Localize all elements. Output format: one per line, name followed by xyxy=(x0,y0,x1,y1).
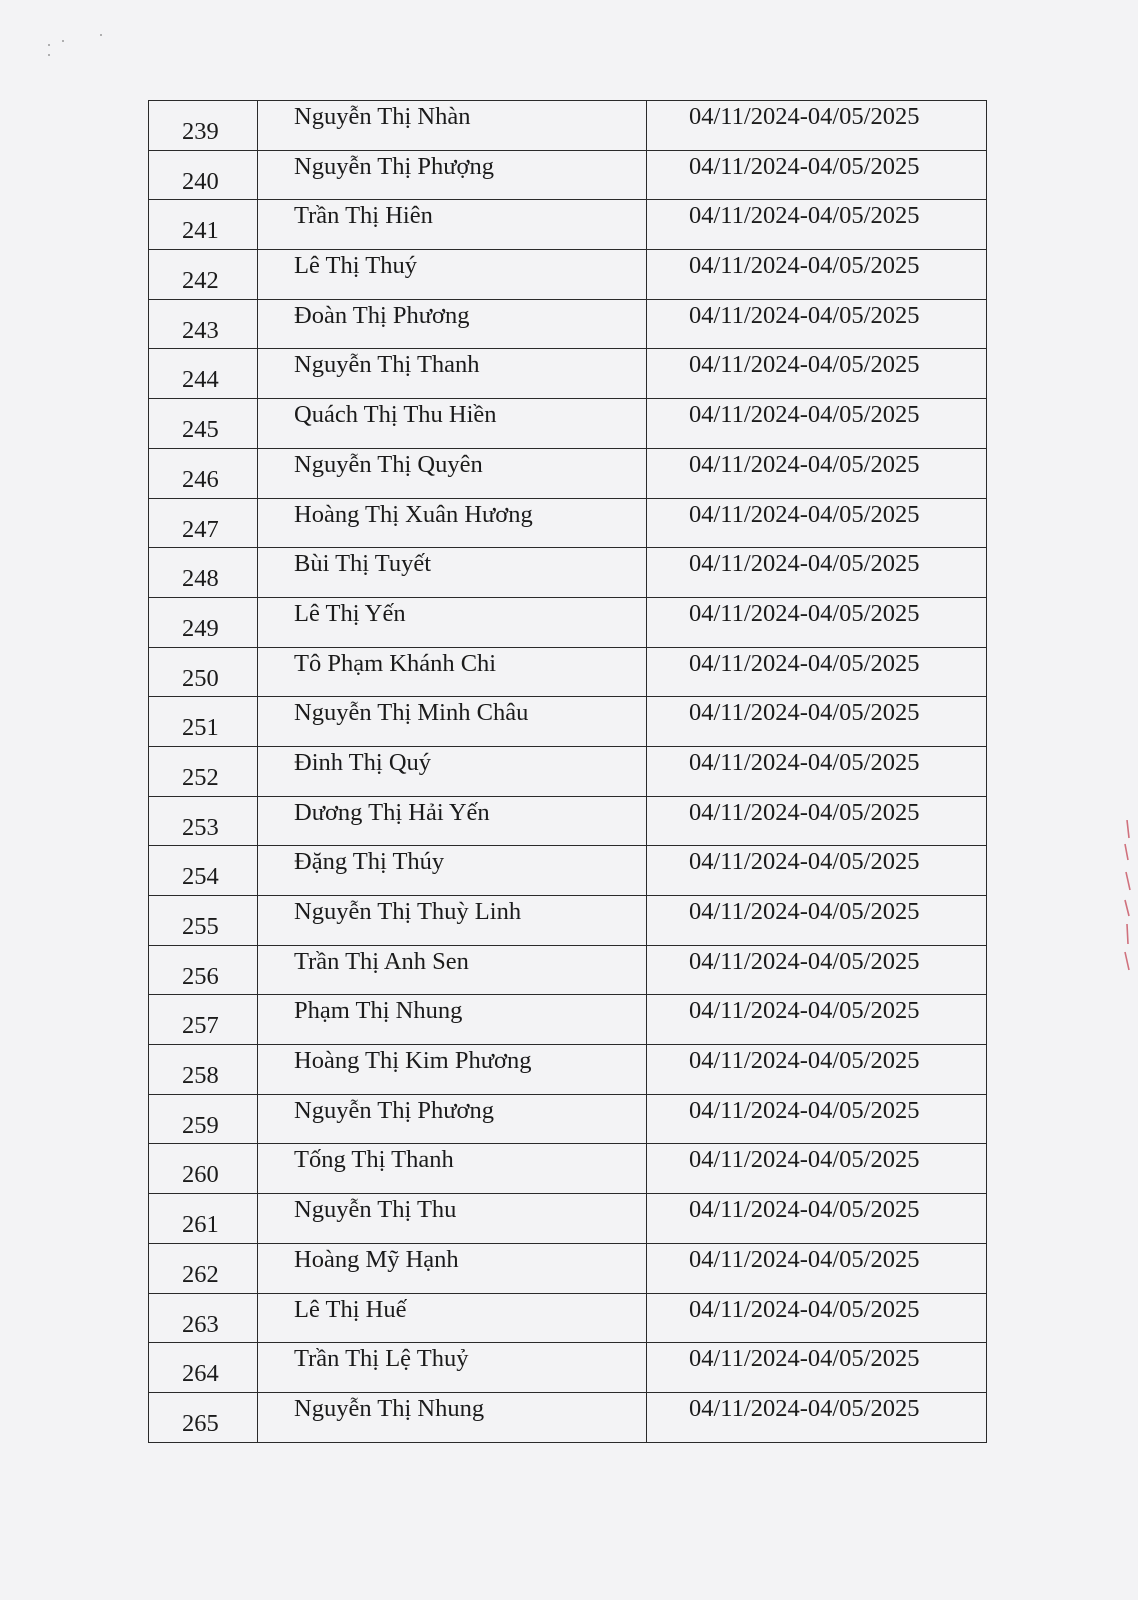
person-name-cell: Tô Phạm Khánh Chi xyxy=(258,647,647,697)
date-range-cell: 04/11/2024-04/05/2025 xyxy=(647,1293,987,1343)
date-range-cell: 04/11/2024-04/05/2025 xyxy=(647,1243,987,1293)
table-row xyxy=(149,1293,987,1343)
scan-speck xyxy=(48,54,50,56)
date-range-cell: 04/11/2024-04/05/2025 xyxy=(647,548,987,598)
table-row xyxy=(149,200,987,250)
date-range-cell: 04/11/2024-04/05/2025 xyxy=(647,647,987,697)
roster-body xyxy=(149,101,987,1443)
row-number-cell: 253 xyxy=(149,796,258,846)
person-name-cell: Nguyễn Thị Minh Châu xyxy=(258,697,647,747)
table-row xyxy=(149,399,987,449)
table-row xyxy=(149,1045,987,1095)
person-name-cell: Nguyễn Thị Thanh xyxy=(258,349,647,399)
date-range-cell: 04/11/2024-04/05/2025 xyxy=(647,1094,987,1144)
date-range-cell: 04/11/2024-04/05/2025 xyxy=(647,448,987,498)
person-name-cell: Hoàng Thị Xuân Hương xyxy=(258,498,647,548)
date-range-cell: 04/11/2024-04/05/2025 xyxy=(647,846,987,896)
row-number-cell: 244 xyxy=(149,349,258,399)
row-number-cell: 243 xyxy=(149,299,258,349)
row-number-cell: 251 xyxy=(149,697,258,747)
table-row xyxy=(149,101,987,151)
table-row xyxy=(149,548,987,598)
person-name-cell: Lê Thị Huế xyxy=(258,1293,647,1343)
scan-speck xyxy=(62,40,64,42)
date-range-cell: 04/11/2024-04/05/2025 xyxy=(647,200,987,250)
row-number-cell: 265 xyxy=(149,1392,258,1442)
person-name-cell: Trần Thị Anh Sen xyxy=(258,945,647,995)
table-row xyxy=(149,150,987,200)
person-name-cell: Nguyễn Thị Nhung xyxy=(258,1392,647,1442)
person-name-cell: Nguyễn Thị Thuỳ Linh xyxy=(258,896,647,946)
red-stamp-edge-mark xyxy=(1122,820,1132,980)
person-name-cell: Bùi Thị Tuyết xyxy=(258,548,647,598)
date-range-cell: 04/11/2024-04/05/2025 xyxy=(647,597,987,647)
table-row xyxy=(149,896,987,946)
table-row xyxy=(149,1243,987,1293)
table-row xyxy=(149,796,987,846)
table-row xyxy=(149,647,987,697)
table-row xyxy=(149,299,987,349)
date-range-cell: 04/11/2024-04/05/2025 xyxy=(647,1392,987,1442)
person-name-cell: Nguyễn Thị Phượng xyxy=(258,150,647,200)
row-number-cell: 240 xyxy=(149,150,258,200)
date-range-cell: 04/11/2024-04/05/2025 xyxy=(647,498,987,548)
date-range-cell: 04/11/2024-04/05/2025 xyxy=(647,101,987,151)
table-row xyxy=(149,250,987,300)
table-row xyxy=(149,1343,987,1393)
date-range-cell: 04/11/2024-04/05/2025 xyxy=(647,1194,987,1244)
date-range-cell: 04/11/2024-04/05/2025 xyxy=(647,995,987,1045)
row-number-cell: 252 xyxy=(149,746,258,796)
person-name-cell: Đặng Thị Thúy xyxy=(258,846,647,896)
person-name-cell: Nguyễn Thị Quyên xyxy=(258,448,647,498)
row-number-cell: 254 xyxy=(149,846,258,896)
person-name-cell: Tống Thị Thanh xyxy=(258,1144,647,1194)
date-range-cell: 04/11/2024-04/05/2025 xyxy=(647,1144,987,1194)
row-number-cell: 248 xyxy=(149,548,258,598)
date-range-cell: 04/11/2024-04/05/2025 xyxy=(647,746,987,796)
table-row xyxy=(149,697,987,747)
row-number-cell: 261 xyxy=(149,1194,258,1244)
date-range-cell: 04/11/2024-04/05/2025 xyxy=(647,150,987,200)
table-row xyxy=(149,1144,987,1194)
date-range-cell: 04/11/2024-04/05/2025 xyxy=(647,250,987,300)
row-number-cell: 245 xyxy=(149,399,258,449)
roster-table xyxy=(148,100,987,1443)
person-name-cell: Nguyễn Thị Nhàn xyxy=(258,101,647,151)
row-number-cell: 259 xyxy=(149,1094,258,1144)
scan-speck xyxy=(100,34,102,36)
row-number-cell: 247 xyxy=(149,498,258,548)
table-row xyxy=(149,448,987,498)
person-name-cell: Hoàng Mỹ Hạnh xyxy=(258,1243,647,1293)
table-row xyxy=(149,1094,987,1144)
table-row xyxy=(149,995,987,1045)
date-range-cell: 04/11/2024-04/05/2025 xyxy=(647,796,987,846)
row-number-cell: 260 xyxy=(149,1144,258,1194)
row-number-cell: 242 xyxy=(149,250,258,300)
row-number-cell: 255 xyxy=(149,896,258,946)
person-name-cell: Đoàn Thị Phương xyxy=(258,299,647,349)
date-range-cell: 04/11/2024-04/05/2025 xyxy=(647,697,987,747)
date-range-cell: 04/11/2024-04/05/2025 xyxy=(647,399,987,449)
date-range-cell: 04/11/2024-04/05/2025 xyxy=(647,299,987,349)
table-row xyxy=(149,846,987,896)
person-name-cell: Lê Thị Yến xyxy=(258,597,647,647)
row-number-cell: 264 xyxy=(149,1343,258,1393)
row-number-cell: 250 xyxy=(149,647,258,697)
table-row xyxy=(149,945,987,995)
date-range-cell: 04/11/2024-04/05/2025 xyxy=(647,1045,987,1095)
row-number-cell: 246 xyxy=(149,448,258,498)
row-number-cell: 262 xyxy=(149,1243,258,1293)
table-row xyxy=(149,1392,987,1442)
row-number-cell: 256 xyxy=(149,945,258,995)
date-range-cell: 04/11/2024-04/05/2025 xyxy=(647,945,987,995)
person-name-cell: Nguyễn Thị Phương xyxy=(258,1094,647,1144)
person-name-cell: Quách Thị Thu Hiền xyxy=(258,399,647,449)
row-number-cell: 263 xyxy=(149,1293,258,1343)
row-number-cell: 241 xyxy=(149,200,258,250)
person-name-cell: Nguyễn Thị Thu xyxy=(258,1194,647,1244)
row-number-cell: 239 xyxy=(149,101,258,151)
person-name-cell: Phạm Thị Nhung xyxy=(258,995,647,1045)
row-number-cell: 258 xyxy=(149,1045,258,1095)
person-name-cell: Đinh Thị Quý xyxy=(258,746,647,796)
date-range-cell: 04/11/2024-04/05/2025 xyxy=(647,1343,987,1393)
table-row xyxy=(149,746,987,796)
person-name-cell: Dương Thị Hải Yến xyxy=(258,796,647,846)
table-row xyxy=(149,498,987,548)
table-row xyxy=(149,349,987,399)
person-name-cell: Trần Thị Hiên xyxy=(258,200,647,250)
table-row xyxy=(149,1194,987,1244)
person-name-cell: Trần Thị Lệ Thuỷ xyxy=(258,1343,647,1393)
person-name-cell: Hoàng Thị Kim Phương xyxy=(258,1045,647,1095)
scan-speck xyxy=(48,44,50,46)
date-range-cell: 04/11/2024-04/05/2025 xyxy=(647,896,987,946)
table-row xyxy=(149,597,987,647)
row-number-cell: 257 xyxy=(149,995,258,1045)
date-range-cell: 04/11/2024-04/05/2025 xyxy=(647,349,987,399)
person-name-cell: Lê Thị Thuý xyxy=(258,250,647,300)
row-number-cell: 249 xyxy=(149,597,258,647)
